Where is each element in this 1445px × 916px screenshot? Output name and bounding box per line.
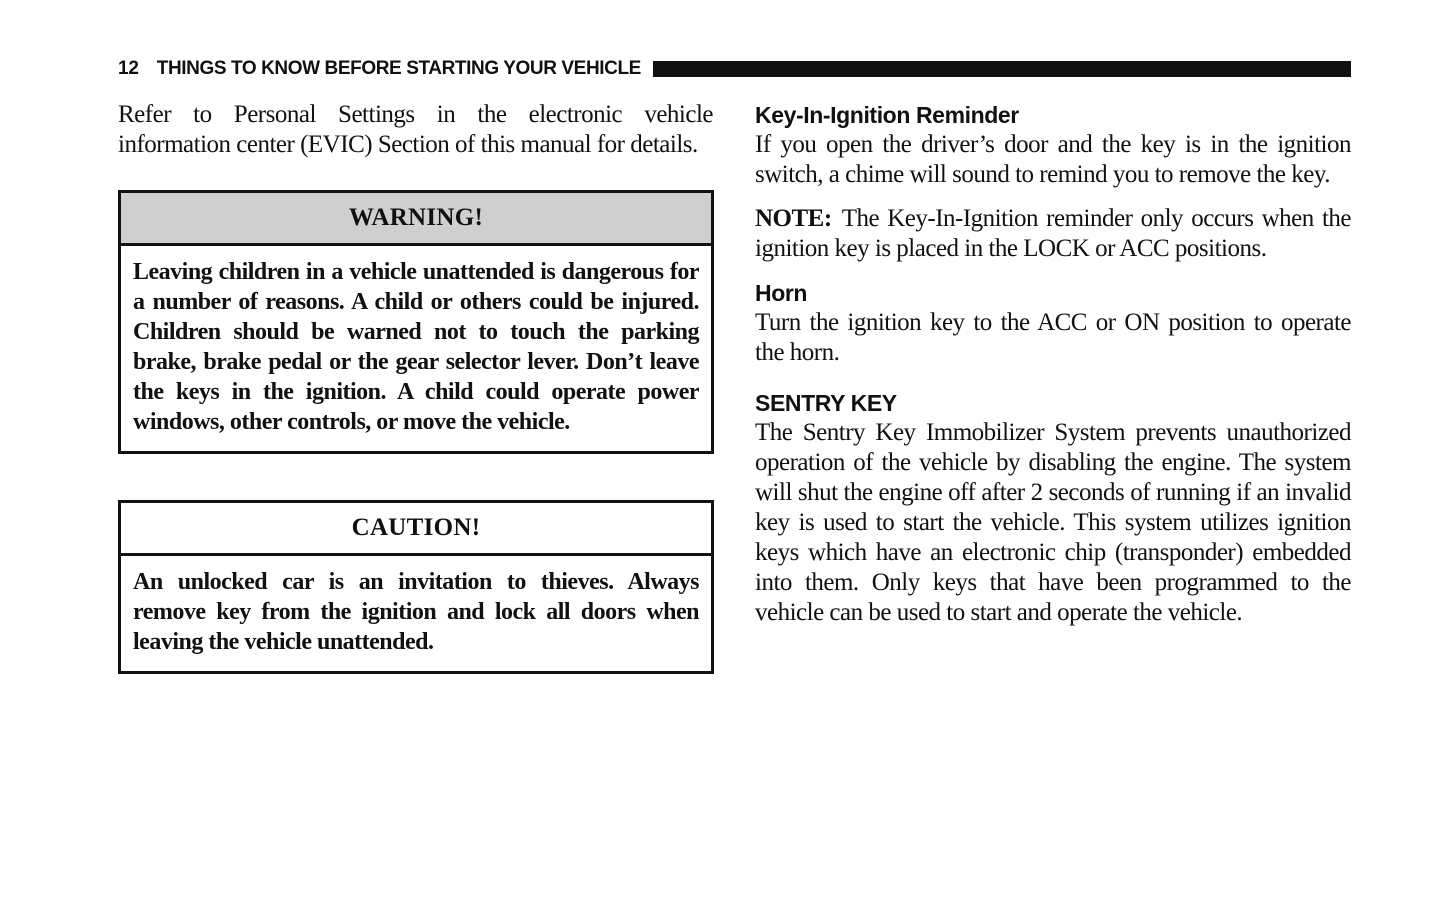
key-in-ignition-body: If you open the driver’s door and the key is in the ignition switch, a chime will sound to remind you to remove the key. — [755, 131, 1351, 188]
header-rule-bar — [653, 61, 1351, 77]
sentry-key-section — [755, 388, 1351, 628]
horn-section — [755, 278, 1351, 368]
note-paragraph — [755, 204, 1351, 264]
warning-body: Leaving children in a vehicle unattended is dangerous for a number of reasons. A child or others could be injured. Children should be warned not to touch the parking brake, brake pedal or the gear selector lever. Don’t leave the keys in the ignition. A child could operate power windows, other controls, or move the vehicle. — [133, 259, 699, 435]
page-header — [118, 58, 1351, 80]
key-in-ignition-section — [755, 100, 1351, 190]
right-column — [755, 100, 1351, 642]
horn-body: Turn the ignition key to the ACC or ON position to operate the horn. — [755, 309, 1351, 366]
warning-box — [118, 190, 714, 454]
sentry-key-heading: SENTRY KEY — [755, 390, 897, 416]
note-body: The Key-In-Ignition reminder only occurs when the ignition key is placed in the LOCK or ACC positions. — [755, 205, 1351, 262]
note-label: NOTE: — [755, 205, 832, 232]
caution-box — [118, 500, 714, 674]
sentry-key-body: The Sentry Key Immobilizer System prevents unauthorized operation of the vehicle by disabling the engine. The system will shut the engine off after 2 seconds of running if an invalid key is used to start the vehicle. This system utilizes ignition keys which have an electronic chip (transponder) embedded into them. Only keys that have been programmed to the vehicle can be used to start and operate the vehicle. — [755, 419, 1351, 626]
horn-heading: Horn — [755, 280, 808, 306]
key-in-ignition-heading: Key-In-Ignition Reminder — [755, 102, 1019, 128]
page-number: 12 — [118, 58, 139, 79]
caution-title: CAUTION! — [121, 503, 711, 556]
caution-body: An unlocked car is an invitation to thieves. Always remove key from the ignition and lock all doors when leaving the vehicle unattended. — [133, 569, 699, 655]
warning-title: WARNING! — [121, 193, 711, 246]
note-section — [755, 204, 1351, 264]
intro-paragraph: Refer to Personal Settings in the electronic vehicle information center (EVIC) Section of this manual for details. — [118, 101, 713, 158]
page-section-title: THINGS TO KNOW BEFORE STARTING YOUR VEHICLE — [156, 58, 641, 79]
left-column — [118, 100, 713, 674]
